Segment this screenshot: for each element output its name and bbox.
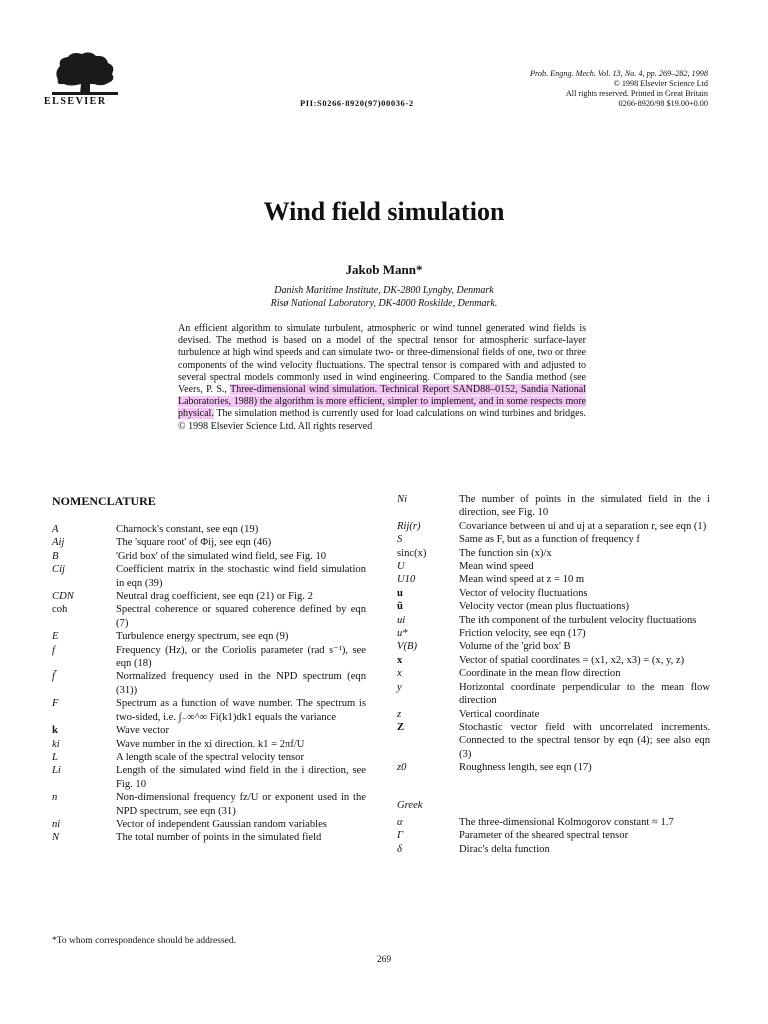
- nomenclature-entry: [52, 523, 366, 536]
- nomenclature-definition: Wave number in the xi direction. k1 = 2πf/U: [116, 738, 305, 750]
- nomenclature-definition: Volume of the 'grid box' B: [459, 641, 571, 653]
- publisher-name: ELSEVIER: [44, 96, 107, 107]
- paper-title: Wind field simulation: [263, 197, 505, 226]
- nomenclature-symbol: n: [52, 792, 58, 804]
- nomenclature-entry: [52, 603, 366, 630]
- nomenclature-definition: Turbulence energy spectrum, see eqn (9): [116, 631, 289, 643]
- nomenclature-symbol: f: [52, 644, 55, 656]
- nomenclature-definition: Friction velocity, see eqn (17): [459, 628, 586, 640]
- correspondence-footnote: *To whom correspondence should be addressed.: [52, 936, 237, 946]
- nomenclature-entry: [52, 751, 366, 764]
- journal-citation: Prob. Engng. Mech. Vol. 13, No. 4, pp. 269–282, 1998: [530, 69, 708, 78]
- nomenclature-definition: Wave vector: [116, 725, 169, 737]
- nomenclature-definition: 'Grid box' of the simulated wind field, see Fig. 10: [116, 550, 327, 562]
- nomenclature-definition: Coefficient matrix in the stochastic wind field simulation in eqn (39): [116, 564, 366, 589]
- nomenclature-entry: [397, 640, 710, 653]
- nomenclature-entry: [397, 520, 710, 533]
- nomenclature-entry: [52, 738, 366, 751]
- nomenclature-definition: Mean wind speed: [459, 561, 534, 573]
- nomenclature-entry: [52, 791, 366, 818]
- nomenclature-definition: Velocity vector (mean plus fluctuations): [459, 601, 630, 613]
- nomenclature-definition: A length scale of the spectral velocity tensor: [116, 751, 304, 763]
- nomenclature-right-column: [397, 493, 710, 856]
- nomenclature-symbol: x: [397, 654, 403, 666]
- nomenclature-entry: [397, 721, 710, 761]
- nomenclature-left-column: [52, 523, 366, 845]
- greek-list: [397, 816, 710, 856]
- nomenclature-entry: [52, 550, 366, 563]
- nomenclature-entry: [52, 590, 366, 603]
- nomenclature-symbol: N: [52, 832, 60, 844]
- nomenclature-symbol: y: [397, 681, 402, 693]
- nomenclature-entry: [52, 536, 366, 549]
- nomenclature-entry: [52, 630, 366, 643]
- nomenclature-definition: Charnock's constant, see eqn (19): [116, 524, 259, 535]
- nomenclature-definition: Vector of independent Gaussian random variables: [116, 818, 327, 830]
- nomenclature-symbol: Cij: [52, 564, 65, 576]
- nomenclature-definition: The three-dimensional Kolmogorov constant ≈ 1.7: [459, 816, 674, 828]
- nomenclature-symbol: Ni: [397, 494, 408, 505]
- nomenclature-definition: Spectral coherence or squared coherence defined by eqn (7): [116, 604, 366, 629]
- nomenclature-entry: [397, 493, 710, 520]
- affiliation-line-2: Risø National Laboratory, DK-4000 Roskilde, Denmark.: [270, 298, 498, 309]
- nomenclature-entry: [397, 533, 710, 546]
- nomenclature-entry: [397, 560, 710, 573]
- nomenclature-entry: [397, 681, 710, 708]
- nomenclature-definition: Length of the simulated wind field in the i direction, see Fig. 10: [116, 765, 366, 790]
- nomenclature-entry: [52, 644, 366, 671]
- nomenclature-entry: [52, 697, 366, 724]
- nomenclature-definition: Spectrum as a function of wave number. The spectrum is two-sided, i.e. ∫₋∞^∞ Fi(k1)dk1 equals the variance: [116, 698, 366, 723]
- nomenclature-entry: [397, 627, 710, 640]
- nomenclature-symbol: S: [397, 534, 403, 546]
- nomenclature-entry: [52, 724, 366, 737]
- nomenclature-symbol: sinc(x): [397, 547, 427, 559]
- nomenclature-right-list: [397, 493, 710, 775]
- nomenclature-symbol: u*: [397, 628, 408, 640]
- pii-code: PII:S0266-8920(97)00036-2: [300, 98, 414, 108]
- nomenclature-entry: [52, 764, 366, 791]
- nomenclature-entry: [397, 843, 710, 856]
- nomenclature-symbol: z0: [397, 762, 407, 774]
- nomenclature-definition: Horizontal coordinate perpendicular to the mean flow direction: [459, 681, 710, 707]
- nomenclature-definition: Vector of velocity fluctuations: [459, 587, 588, 599]
- nomenclature-symbol: f̃: [52, 671, 55, 683]
- author-name: Jakob Mann*: [345, 262, 423, 277]
- elsevier-logo: [44, 50, 134, 107]
- nomenclature-symbol: U10: [397, 574, 416, 586]
- nomenclature-entry: [397, 708, 710, 721]
- nomenclature-entry: [52, 818, 366, 831]
- nomenclature-entry: [397, 573, 710, 586]
- nomenclature-symbol: L: [52, 751, 58, 763]
- abstract: [178, 323, 586, 433]
- nomenclature-symbol: ki: [52, 738, 60, 750]
- nomenclature-symbol: Z: [397, 721, 405, 733]
- abstract-text-2: The simulation method is currently used for load calculations on wind turbines and bridges. © 1998 Elsevier Science Ltd. All rights reserved: [178, 408, 586, 432]
- nomenclature-definition: Coordinate in the mean flow direction: [459, 668, 621, 680]
- nomenclature-entry: [397, 761, 710, 774]
- nomenclature-symbol: ũ: [397, 601, 403, 613]
- nomenclature-definition: The number of points in the simulated field in the i direction, see Fig. 10: [459, 494, 710, 519]
- nomenclature-definition: Vector of spatial coordinates = (x1, x2, x3) = (x, y, z): [459, 654, 685, 666]
- nomenclature-symbol: z: [397, 708, 402, 720]
- nomenclature-symbol: Aij: [52, 537, 65, 549]
- nomenclature-definition: Dirac's delta function: [459, 843, 550, 855]
- nomenclature-symbol: ui: [397, 614, 406, 626]
- issn-line: 0266-8920/98 $19.00+0.00: [618, 99, 708, 108]
- nomenclature-definition: Normalized frequency used in the NPD spectrum (eqn (31)): [116, 671, 366, 696]
- nomenclature-entry: [397, 816, 710, 829]
- nomenclature-symbol: x: [397, 668, 402, 680]
- greek-heading: Greek: [397, 799, 423, 811]
- nomenclature-entry: [397, 614, 710, 627]
- nomenclature-definition: Vertical coordinate: [459, 708, 540, 720]
- nomenclature-entry: [397, 667, 710, 680]
- nomenclature-definition: Covariance between ui and uj at a separation r, see eqn (1): [459, 520, 707, 532]
- nomenclature-definition: Parameter of the sheared spectral tensor: [459, 830, 629, 842]
- nomenclature-entry: [52, 670, 366, 697]
- nomenclature-symbol: Γ: [397, 830, 404, 842]
- nomenclature-symbol: α: [397, 816, 403, 828]
- nomenclature-definition: Frequency (Hz), or the Coriolis parameter (rad s⁻¹), see eqn (18): [116, 644, 366, 670]
- nomenclature-entry: [397, 587, 710, 600]
- affiliation-line-1: Danish Maritime Institute, DK-2800 Lyngby, Denmark: [274, 285, 494, 296]
- nomenclature-symbol: F: [52, 698, 59, 710]
- affiliation: [0, 284, 768, 310]
- nomenclature-definition: The 'square root' of Φij, see eqn (46): [116, 537, 272, 549]
- nomenclature-definition: Neutral drag coefficient, see eqn (21) or Fig. 2: [116, 591, 313, 603]
- rights-line: All rights reserved. Printed in Great Britain: [565, 89, 708, 98]
- nomenclature-symbol: A: [52, 524, 59, 535]
- nomenclature-entry: [52, 563, 366, 590]
- page-number: 269: [376, 955, 392, 965]
- nomenclature-entry: [397, 547, 710, 560]
- nomenclature-symbol: ni: [52, 818, 61, 830]
- nomenclature-definition: The ith component of the turbulent velocity fluctuations: [459, 614, 697, 626]
- nomenclature-definition: Same as F, but as a function of frequency f: [459, 534, 640, 546]
- abstract-text-1: An efficient algorithm to simulate turbulent, atmospheric or wind tunnel generated wind fields is devised. The method is based on a model of the spectral tensor for atmospheric surface-layer turbulence at high wind speeds and can simulate two- or three-dimensional fields of one, two or three components of the wind velocity fluctuations. The spectral tensor is compared with and adjusted to several spectral models commonly used in wind engineering. Compared to the Sandia method (see Veers, P. S.,: [178, 323, 586, 396]
- nomenclature-entry: [52, 831, 366, 844]
- nomenclature-entry: [397, 829, 710, 842]
- nomenclature-symbol: u: [397, 587, 403, 599]
- nomenclature-symbol: Rij(r): [397, 520, 421, 532]
- nomenclature-symbol: CDN: [52, 591, 74, 603]
- elsevier-tree-icon: [50, 50, 120, 96]
- nomenclature-symbol: δ: [397, 843, 402, 855]
- nomenclature-symbol: k: [52, 725, 58, 737]
- nomenclature-symbol: B: [52, 550, 59, 562]
- highlighted-text[interactable]: Three-dimensional wind simulation. Technical Report SAND88–0152, Sandia National Laboratories, 1988) the algorithm is more efficient, simpler to implement, and in some respects more physical.: [178, 384, 586, 420]
- nomenclature-symbol: E: [52, 631, 59, 643]
- nomenclature-definition: The total number of points in the simulated field: [116, 832, 322, 844]
- journal-info: [448, 69, 708, 109]
- nomenclature-symbol: coh: [52, 604, 68, 616]
- copyright-line: © 1998 Elsevier Science Ltd: [613, 79, 708, 88]
- nomenclature-definition: Stochastic vector field with uncorrelated increments. Connected to the spectral tensor by eqn (4); see also eqn (3): [459, 721, 710, 760]
- nomenclature-symbol: Li: [52, 765, 61, 777]
- nomenclature-definition: Roughness length, see eqn (17): [459, 762, 592, 774]
- nomenclature-entry: [397, 600, 710, 613]
- nomenclature-heading: NOMENCLATURE: [52, 494, 156, 508]
- nomenclature-symbol: V(B): [397, 641, 417, 653]
- nomenclature-entry: [397, 654, 710, 667]
- nomenclature-definition: Mean wind speed at z = 10 m: [459, 574, 585, 586]
- nomenclature-definition: The function sin (x)/x: [459, 547, 552, 559]
- nomenclature-definition: Non-dimensional frequency fz/U or exponent used in the NPD spectrum, see eqn (31): [116, 792, 366, 817]
- nomenclature-symbol: U: [397, 561, 405, 573]
